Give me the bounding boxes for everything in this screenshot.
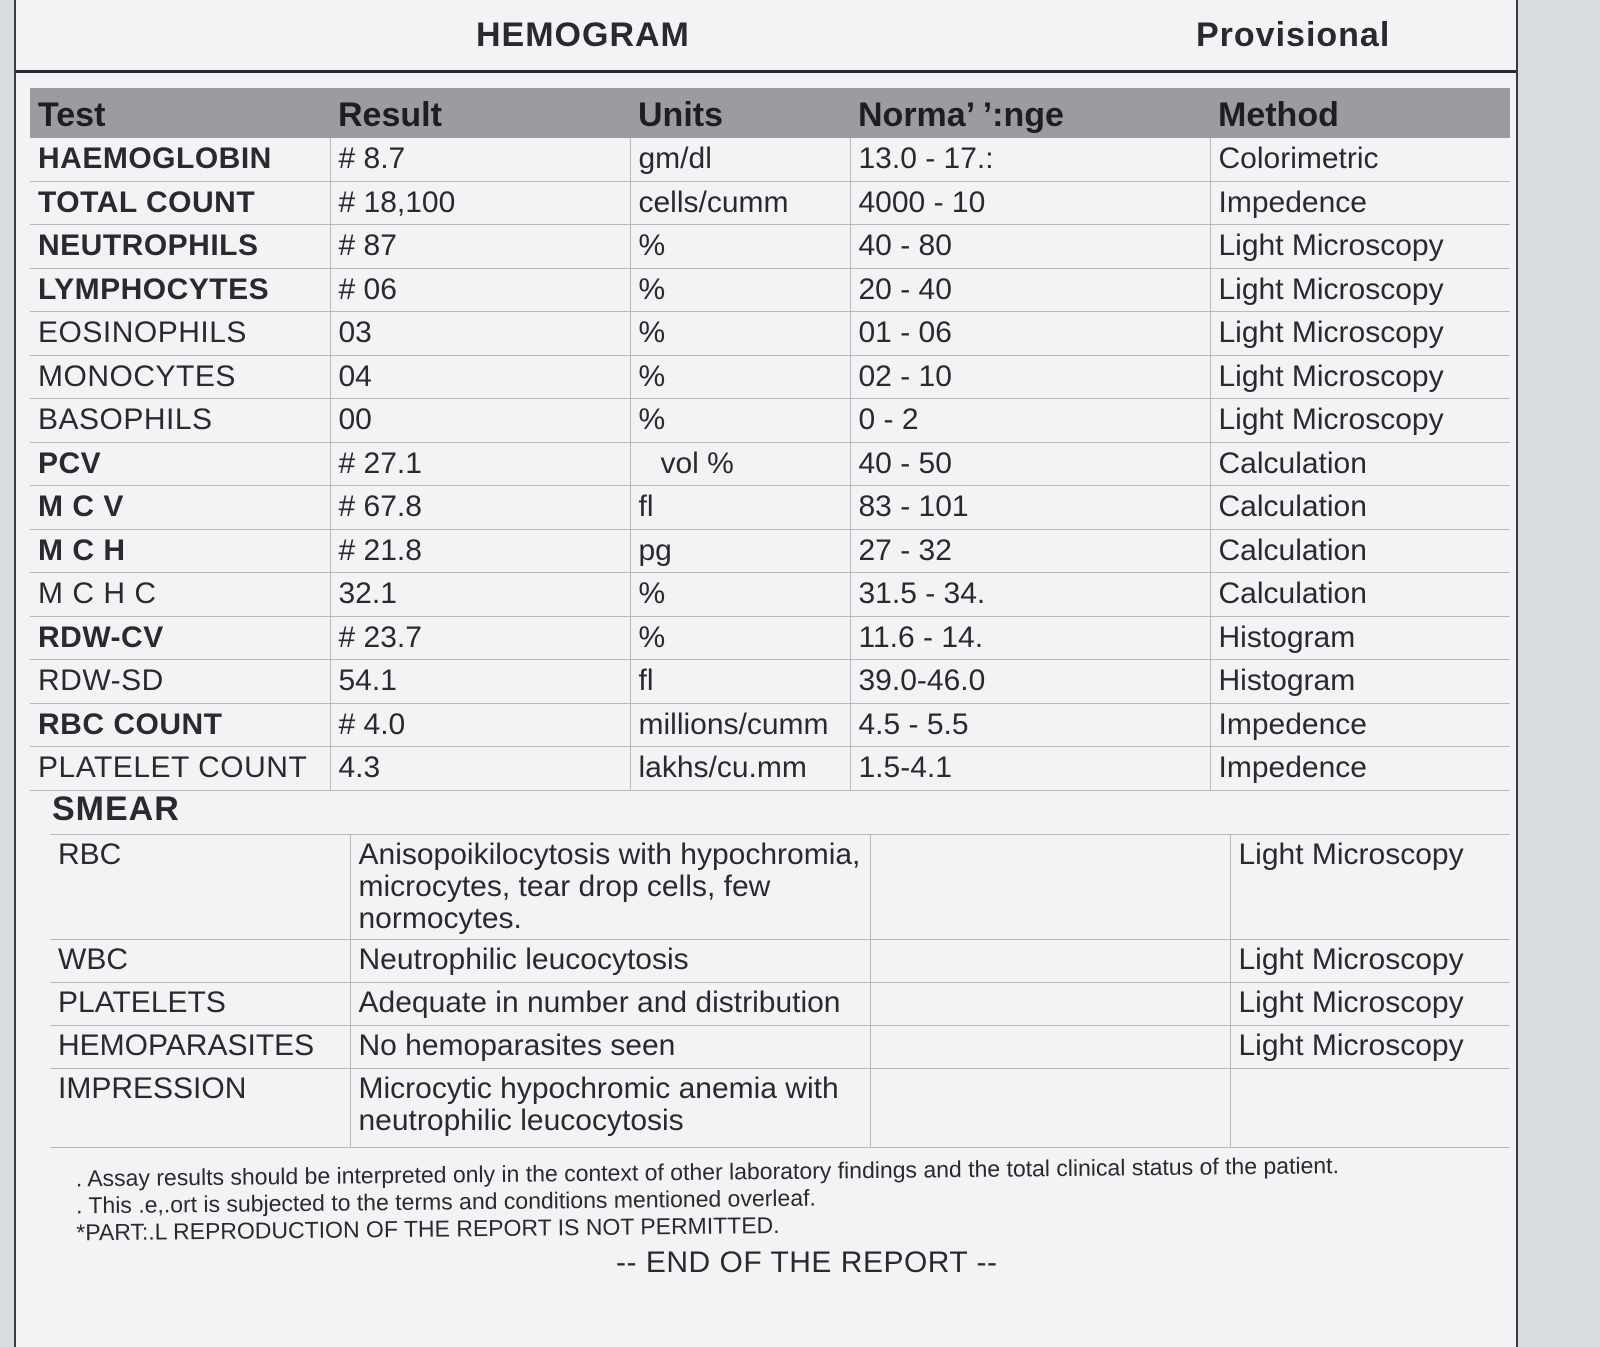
- test-result: # 4.0: [330, 703, 630, 747]
- test-result: 03: [330, 312, 630, 356]
- test-units: millions/cumm: [630, 703, 850, 747]
- table-row: [30, 268, 1510, 312]
- test-name: NEUTROPHILS: [30, 225, 330, 269]
- test-method: Impedence: [1210, 703, 1510, 747]
- test-range: 27 - 32: [850, 529, 1210, 573]
- test-name: PCV: [30, 442, 330, 486]
- smear-method: Light Microscopy: [1230, 1026, 1510, 1069]
- table-row: [30, 312, 1510, 356]
- test-units: fl: [630, 660, 850, 704]
- smear-range-empty: [870, 1026, 1230, 1069]
- smear-test: WBC: [50, 940, 350, 983]
- test-name: MONOCYTES: [30, 355, 330, 399]
- test-method: Light Microscopy: [1210, 399, 1510, 443]
- disclaimer-line: *PART:.L REPRODUCTION OF THE REPORT IS NOT PERMITTED.: [76, 1211, 780, 1246]
- test-units: %: [630, 268, 850, 312]
- test-result: 32.1: [330, 573, 630, 617]
- smear-result: No hemoparasites seen: [350, 1026, 870, 1069]
- smear-result: Microcytic hypochromic anemia with neutrophilic leucocytosis: [350, 1069, 870, 1148]
- test-name: TOTAL COUNT: [30, 181, 330, 225]
- smear-range-empty: [870, 940, 1230, 983]
- smear-method: Light Microscopy: [1230, 983, 1510, 1026]
- smear-test: RBC: [50, 835, 350, 940]
- test-result: # 8.7: [330, 138, 630, 181]
- smear-result: Neutrophilic leucocytosis: [350, 940, 870, 983]
- smear-method: Light Microscopy: [1230, 940, 1510, 983]
- column-header-units: Units: [630, 88, 850, 138]
- test-method: Calculation: [1210, 529, 1510, 573]
- test-method: Impedence: [1210, 181, 1510, 225]
- test-method: Calculation: [1210, 573, 1510, 617]
- test-method: Light Microscopy: [1210, 355, 1510, 399]
- smear-test: HEMOPARASITES: [50, 1026, 350, 1069]
- disclaimer-line: . This .e,.ort is subjected to the terms and conditions mentioned overleaf.: [75, 1184, 816, 1219]
- test-range: 1.5-4.1: [850, 747, 1210, 791]
- test-method: Impedence: [1210, 747, 1510, 791]
- smear-test: IMPRESSION: [50, 1069, 350, 1148]
- end-of-report: -- END OF THE REPORT --: [616, 1246, 998, 1279]
- test-units: %: [630, 225, 850, 269]
- test-result: 54.1: [330, 660, 630, 704]
- test-result: # 06: [330, 268, 630, 312]
- test-result: # 87: [330, 225, 630, 269]
- test-range: 39.0-46.0: [850, 660, 1210, 704]
- report-status: Provisional: [1196, 16, 1391, 54]
- test-name: M C H C: [30, 573, 330, 617]
- test-name: RDW-CV: [30, 616, 330, 660]
- table-row: [30, 399, 1510, 443]
- report-disclaimer: [76, 1151, 1477, 1247]
- test-method: Colorimetric: [1210, 138, 1510, 181]
- test-result: # 21.8: [330, 529, 630, 573]
- test-range: 13.0 - 17.:: [850, 138, 1210, 181]
- smear-result: Adequate in number and distribution: [350, 983, 870, 1026]
- test-method: Calculation: [1210, 486, 1510, 530]
- table-row: [30, 442, 1510, 486]
- report-sheet: [14, 0, 1518, 1347]
- smear-row: [50, 835, 1510, 940]
- test-units: %: [630, 312, 850, 356]
- test-range: 01 - 06: [850, 312, 1210, 356]
- test-name: BASOPHILS: [30, 399, 330, 443]
- smear-result: Anisopoikilocytosis with hypochromia, microcytes, tear drop cells, few normocytes.: [350, 835, 870, 940]
- smear-row: [50, 983, 1510, 1026]
- test-method: Light Microscopy: [1210, 225, 1510, 269]
- table-row: [30, 616, 1510, 660]
- test-name: M C H: [30, 529, 330, 573]
- smear-row: [50, 940, 1510, 983]
- column-header-range: Norma’ ’:nge: [850, 88, 1210, 138]
- test-range: 31.5 - 34.: [850, 573, 1210, 617]
- test-result: # 23.7: [330, 616, 630, 660]
- smear-row: [50, 1069, 1510, 1148]
- test-range: 0 - 2: [850, 399, 1210, 443]
- test-range: 02 - 10: [850, 355, 1210, 399]
- test-range: 83 - 101: [850, 486, 1210, 530]
- test-units: %: [630, 399, 850, 443]
- test-result: 4.3: [330, 747, 630, 791]
- test-units: pg: [630, 529, 850, 573]
- test-result: # 67.8: [330, 486, 630, 530]
- report-header: [16, 0, 1516, 73]
- smear-table: [50, 834, 1510, 1148]
- table-row: [30, 660, 1510, 704]
- column-header-result: Result: [330, 88, 630, 138]
- test-name: RBC COUNT: [30, 703, 330, 747]
- smear-method: Light Microscopy: [1230, 835, 1510, 940]
- test-result: 00: [330, 399, 630, 443]
- column-header-test: Test: [30, 88, 330, 138]
- test-units: %: [630, 573, 850, 617]
- test-method: Calculation: [1210, 442, 1510, 486]
- test-result: 04: [330, 355, 630, 399]
- test-name: M C V: [30, 486, 330, 530]
- test-range: 11.6 - 14.: [850, 616, 1210, 660]
- smear-method: [1230, 1069, 1510, 1148]
- test-range: 4.5 - 5.5: [850, 703, 1210, 747]
- smear-row: [50, 1026, 1510, 1069]
- smear-heading: SMEAR: [52, 790, 180, 828]
- test-units: vol %: [630, 442, 850, 486]
- results-table: [30, 88, 1510, 791]
- smear-test: PLATELETS: [50, 983, 350, 1026]
- table-row: [30, 703, 1510, 747]
- column-header-method: Method: [1210, 88, 1510, 138]
- report-title: HEMOGRAM: [476, 16, 690, 54]
- test-units: %: [630, 616, 850, 660]
- test-units: %: [630, 355, 850, 399]
- smear-range-empty: [870, 1069, 1230, 1148]
- table-row: [30, 486, 1510, 530]
- test-result: # 18,100: [330, 181, 630, 225]
- results-header-row: [30, 88, 1510, 138]
- smear-range-empty: [870, 983, 1230, 1026]
- test-name: LYMPHOCYTES: [30, 268, 330, 312]
- table-row: [30, 573, 1510, 617]
- test-units: cells/cumm: [630, 181, 850, 225]
- test-method: Histogram: [1210, 616, 1510, 660]
- test-units: fl: [630, 486, 850, 530]
- test-units: gm/dl: [630, 138, 850, 181]
- test-range: 40 - 80: [850, 225, 1210, 269]
- test-range: 4000 - 10: [850, 181, 1210, 225]
- test-method: Histogram: [1210, 660, 1510, 704]
- disclaimer-line: . Assay results should be interpreted only in the context of other laboratory findings and the total clinical status of the patient.: [75, 1152, 1340, 1192]
- test-result: # 27.1: [330, 442, 630, 486]
- table-row: [30, 225, 1510, 269]
- table-row: [30, 138, 1510, 181]
- test-range: 40 - 50: [850, 442, 1210, 486]
- test-method: Light Microscopy: [1210, 268, 1510, 312]
- table-row: [30, 747, 1510, 791]
- test-name: HAEMOGLOBIN: [30, 138, 330, 181]
- smear-range-empty: [870, 835, 1230, 940]
- test-name: RDW-SD: [30, 660, 330, 704]
- table-row: [30, 355, 1510, 399]
- test-name: PLATELET COUNT: [30, 747, 330, 791]
- test-method: Light Microscopy: [1210, 312, 1510, 356]
- test-name: EOSINOPHILS: [30, 312, 330, 356]
- test-units: lakhs/cu.mm: [630, 747, 850, 791]
- table-row: [30, 529, 1510, 573]
- test-range: 20 - 40: [850, 268, 1210, 312]
- table-row: [30, 181, 1510, 225]
